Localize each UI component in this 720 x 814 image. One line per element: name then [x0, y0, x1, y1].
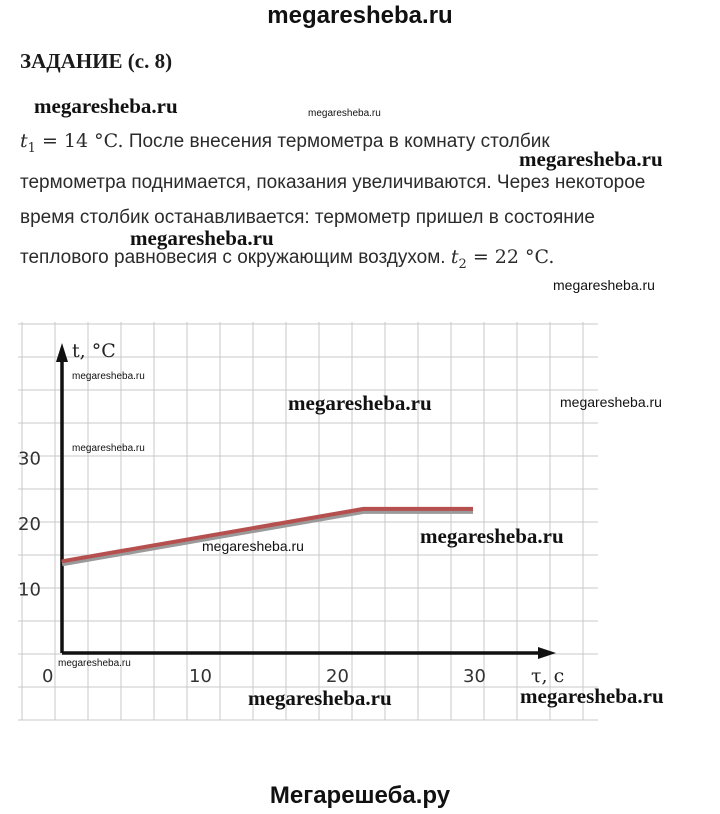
- y-tick-label: 30: [18, 448, 41, 470]
- y-axis-label: t, °C: [72, 340, 116, 362]
- y-tick-label: 10: [18, 579, 41, 601]
- watermark: megaresheba.ru: [520, 684, 664, 708]
- y-tick-label: 20: [18, 514, 41, 535]
- watermark: megaresheba.ru: [202, 538, 304, 554]
- watermark: megaresheba.ru: [34, 94, 178, 118]
- sub-1: 1: [27, 140, 36, 156]
- x-tick-label: 10: [189, 666, 212, 687]
- watermark: megaresheba.ru: [58, 658, 131, 669]
- text-line-2: термометра поднимается, показания увеличиваются. Через некоторое: [20, 172, 646, 193]
- sub-2: 2: [458, 256, 467, 272]
- task-title: ЗАДАНИЕ (с. 8): [20, 49, 173, 73]
- watermark: megaresheba.ru: [560, 394, 662, 410]
- x-axis-arrow: [538, 647, 556, 659]
- watermark: megaresheba.ru: [519, 147, 663, 171]
- x-tick-label: 30: [463, 666, 486, 687]
- x-tick-label: 20: [326, 666, 349, 687]
- x-axis-label: τ, с: [531, 665, 565, 687]
- watermark: megaresheba.ru: [420, 524, 564, 548]
- site-header: megaresheba.ru: [267, 2, 453, 29]
- footer-site: Мегарешеба.ру: [269, 782, 451, 809]
- text-segment: После внесения термометра в комнату столбик: [123, 131, 550, 152]
- watermark: megaresheba.ru: [308, 108, 381, 119]
- watermark: megaresheba.ru: [72, 371, 145, 382]
- text-line-3: время столбик останавливается: термометр пришел в состояние: [20, 207, 595, 228]
- var-t2: t: [450, 246, 459, 268]
- x-tick-label: 0: [42, 666, 54, 687]
- value-t1: = 14 °C.: [35, 130, 124, 152]
- watermark: megaresheba.ru: [72, 443, 145, 454]
- text-segment: теплового равновесия с окружающим воздухом.: [20, 247, 451, 268]
- value-t2: = 22 °C.: [466, 246, 555, 268]
- y-axis-arrow: [56, 343, 68, 362]
- watermark: megaresheba.ru: [288, 391, 432, 415]
- watermark: megaresheba.ru: [248, 686, 392, 710]
- watermark: megaresheba.ru: [553, 277, 655, 293]
- watermark: megaresheba.ru: [130, 226, 274, 250]
- var-t1: t: [20, 130, 28, 152]
